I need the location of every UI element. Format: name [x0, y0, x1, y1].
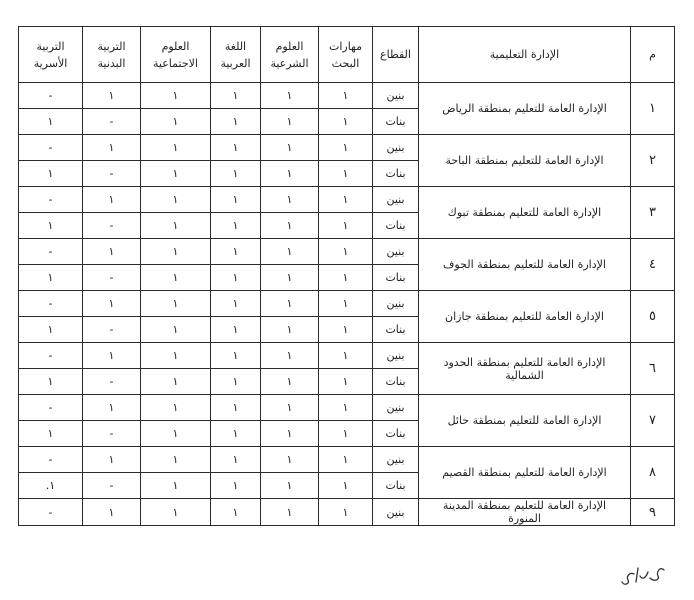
count-cell-social: ١ [141, 83, 211, 109]
table-row [19, 447, 675, 473]
count-cell-family: ١ [19, 109, 83, 135]
count-cell-family: ١ [19, 369, 83, 395]
distribution-table [18, 26, 675, 526]
count-cell-pe: - [83, 473, 141, 499]
count-cell-sharia: ١ [261, 109, 319, 135]
header-family-education: التربية الأسرية [19, 27, 83, 83]
count-cell-social: ١ [141, 291, 211, 317]
sector-cell: بنين [373, 447, 419, 473]
count-cell-sharia: ١ [261, 499, 319, 526]
count-cell-arabic: ١ [211, 239, 261, 265]
count-cell-arabic: ١ [211, 395, 261, 421]
count-cell-pe: - [83, 421, 141, 447]
count-cell-pe: - [83, 213, 141, 239]
sector-cell: بنين [373, 499, 419, 526]
row-number: ٨ [631, 447, 675, 499]
count-cell-arabic: ١ [211, 187, 261, 213]
count-cell-sharia: ١ [261, 395, 319, 421]
count-cell-research: ١ [319, 447, 373, 473]
header-number: م [631, 27, 675, 83]
count-cell-research: ١ [319, 83, 373, 109]
count-cell-research: ١ [319, 265, 373, 291]
table-row [19, 239, 675, 265]
sector-cell: بنات [373, 473, 419, 499]
sector-cell: بنات [373, 265, 419, 291]
count-cell-research: ١ [319, 499, 373, 526]
count-cell-pe: - [83, 317, 141, 343]
count-cell-family: - [19, 239, 83, 265]
count-cell-research: ١ [319, 421, 373, 447]
count-cell-research: ١ [319, 135, 373, 161]
count-cell-arabic: ١ [211, 265, 261, 291]
count-cell-family: - [19, 83, 83, 109]
count-cell-sharia: ١ [261, 161, 319, 187]
row-number: ٢ [631, 135, 675, 187]
count-cell-social: ١ [141, 161, 211, 187]
header-social-sciences: العلوم الاجتماعية [141, 27, 211, 83]
header-sector: القطاع [373, 27, 419, 83]
count-cell-sharia: ١ [261, 421, 319, 447]
department-name: الإدارة العامة للتعليم بمنطقة تبوك [419, 187, 631, 239]
sector-cell: بنات [373, 213, 419, 239]
count-cell-family: - [19, 395, 83, 421]
count-cell-family: ١. [19, 473, 83, 499]
count-cell-research: ١ [319, 369, 373, 395]
count-cell-family: ١ [19, 265, 83, 291]
count-cell-family: - [19, 291, 83, 317]
document-sheet [18, 26, 674, 526]
row-number: ٦ [631, 343, 675, 395]
count-cell-family: - [19, 343, 83, 369]
sector-cell: بنين [373, 83, 419, 109]
header-department: الإدارة التعليمية [419, 27, 631, 83]
count-cell-sharia: ١ [261, 473, 319, 499]
count-cell-family: ١ [19, 317, 83, 343]
count-cell-pe: - [83, 369, 141, 395]
count-cell-arabic: ١ [211, 291, 261, 317]
row-number: ٤ [631, 239, 675, 291]
count-cell-research: ١ [319, 317, 373, 343]
table-row [19, 135, 675, 161]
sector-cell: بنين [373, 135, 419, 161]
count-cell-pe: ١ [83, 135, 141, 161]
count-cell-research: ١ [319, 343, 373, 369]
row-number: ٥ [631, 291, 675, 343]
table-row [19, 83, 675, 109]
table-body [19, 83, 675, 526]
count-cell-sharia: ١ [261, 83, 319, 109]
sector-cell: بنين [373, 187, 419, 213]
count-cell-arabic: ١ [211, 161, 261, 187]
sector-cell: بنات [373, 317, 419, 343]
count-cell-arabic: ١ [211, 343, 261, 369]
count-cell-research: ١ [319, 239, 373, 265]
department-name: الإدارة العامة للتعليم بمنطقة حائل [419, 395, 631, 447]
count-cell-sharia: ١ [261, 135, 319, 161]
count-cell-social: ١ [141, 239, 211, 265]
count-cell-family: - [19, 499, 83, 526]
count-cell-social: ١ [141, 499, 211, 526]
department-name: الإدارة العامة للتعليم بمنطقة الرياض [419, 83, 631, 135]
count-cell-family: - [19, 187, 83, 213]
count-cell-social: ١ [141, 421, 211, 447]
count-cell-sharia: ١ [261, 317, 319, 343]
row-number: ٧ [631, 395, 675, 447]
count-cell-sharia: ١ [261, 291, 319, 317]
sector-cell: بنات [373, 421, 419, 447]
count-cell-sharia: ١ [261, 447, 319, 473]
count-cell-social: ١ [141, 187, 211, 213]
count-cell-pe: ١ [83, 395, 141, 421]
sector-cell: بنين [373, 343, 419, 369]
count-cell-sharia: ١ [261, 187, 319, 213]
count-cell-pe: ١ [83, 343, 141, 369]
count-cell-research: ١ [319, 213, 373, 239]
count-cell-arabic: ١ [211, 317, 261, 343]
count-cell-family: - [19, 447, 83, 473]
count-cell-social: ١ [141, 447, 211, 473]
handwritten-signature [620, 560, 668, 592]
count-cell-arabic: ١ [211, 135, 261, 161]
count-cell-family: ١ [19, 161, 83, 187]
count-cell-social: ١ [141, 213, 211, 239]
count-cell-social: ١ [141, 343, 211, 369]
count-cell-pe: - [83, 161, 141, 187]
header-physical-education: التربية البدنية [83, 27, 141, 83]
count-cell-social: ١ [141, 473, 211, 499]
count-cell-pe: - [83, 109, 141, 135]
count-cell-family: ١ [19, 213, 83, 239]
row-number: ٩ [631, 499, 675, 526]
count-cell-pe: ١ [83, 499, 141, 526]
count-cell-research: ١ [319, 291, 373, 317]
row-number: ٣ [631, 187, 675, 239]
header-research-skills: مهارات البحث [319, 27, 373, 83]
table-row [19, 343, 675, 369]
sector-cell: بنين [373, 291, 419, 317]
department-name: الإدارة العامة للتعليم بمنطقة الجوف [419, 239, 631, 291]
count-cell-pe: ١ [83, 447, 141, 473]
count-cell-sharia: ١ [261, 265, 319, 291]
count-cell-research: ١ [319, 161, 373, 187]
header-sharia-sciences: العلوم الشرعية [261, 27, 319, 83]
count-cell-social: ١ [141, 109, 211, 135]
department-name: الإدارة العامة للتعليم بمنطقة المدينة المنورة [419, 499, 631, 526]
count-cell-arabic: ١ [211, 213, 261, 239]
count-cell-pe: ١ [83, 83, 141, 109]
department-name: الإدارة العامة للتعليم بمنطقة الباحة [419, 135, 631, 187]
count-cell-social: ١ [141, 317, 211, 343]
count-cell-sharia: ١ [261, 343, 319, 369]
table-row [19, 499, 675, 526]
department-name: الإدارة العامة للتعليم بمنطقة الحدود الشمالية [419, 343, 631, 395]
count-cell-pe: ١ [83, 187, 141, 213]
count-cell-social: ١ [141, 265, 211, 291]
header-arabic-language: اللغة العربية [211, 27, 261, 83]
count-cell-arabic: ١ [211, 473, 261, 499]
count-cell-arabic: ١ [211, 499, 261, 526]
table-row [19, 395, 675, 421]
sector-cell: بنات [373, 109, 419, 135]
count-cell-arabic: ١ [211, 421, 261, 447]
count-cell-arabic: ١ [211, 369, 261, 395]
count-cell-research: ١ [319, 187, 373, 213]
count-cell-arabic: ١ [211, 83, 261, 109]
sector-cell: بنات [373, 161, 419, 187]
row-number: ١ [631, 83, 675, 135]
department-name: الإدارة العامة للتعليم بمنطقة القصيم [419, 447, 631, 499]
sector-cell: بنات [373, 369, 419, 395]
count-cell-arabic: ١ [211, 447, 261, 473]
count-cell-research: ١ [319, 473, 373, 499]
count-cell-research: ١ [319, 109, 373, 135]
count-cell-pe: ١ [83, 239, 141, 265]
sector-cell: بنين [373, 395, 419, 421]
count-cell-social: ١ [141, 135, 211, 161]
count-cell-pe: - [83, 265, 141, 291]
count-cell-social: ١ [141, 369, 211, 395]
table-row [19, 291, 675, 317]
count-cell-family: - [19, 135, 83, 161]
count-cell-family: ١ [19, 421, 83, 447]
count-cell-pe: ١ [83, 291, 141, 317]
count-cell-arabic: ١ [211, 109, 261, 135]
count-cell-sharia: ١ [261, 369, 319, 395]
count-cell-research: ١ [319, 395, 373, 421]
header-row [19, 27, 675, 83]
count-cell-social: ١ [141, 395, 211, 421]
count-cell-sharia: ١ [261, 239, 319, 265]
department-name: الإدارة العامة للتعليم بمنطقة جازان [419, 291, 631, 343]
count-cell-sharia: ١ [261, 213, 319, 239]
sector-cell: بنين [373, 239, 419, 265]
table-row [19, 187, 675, 213]
